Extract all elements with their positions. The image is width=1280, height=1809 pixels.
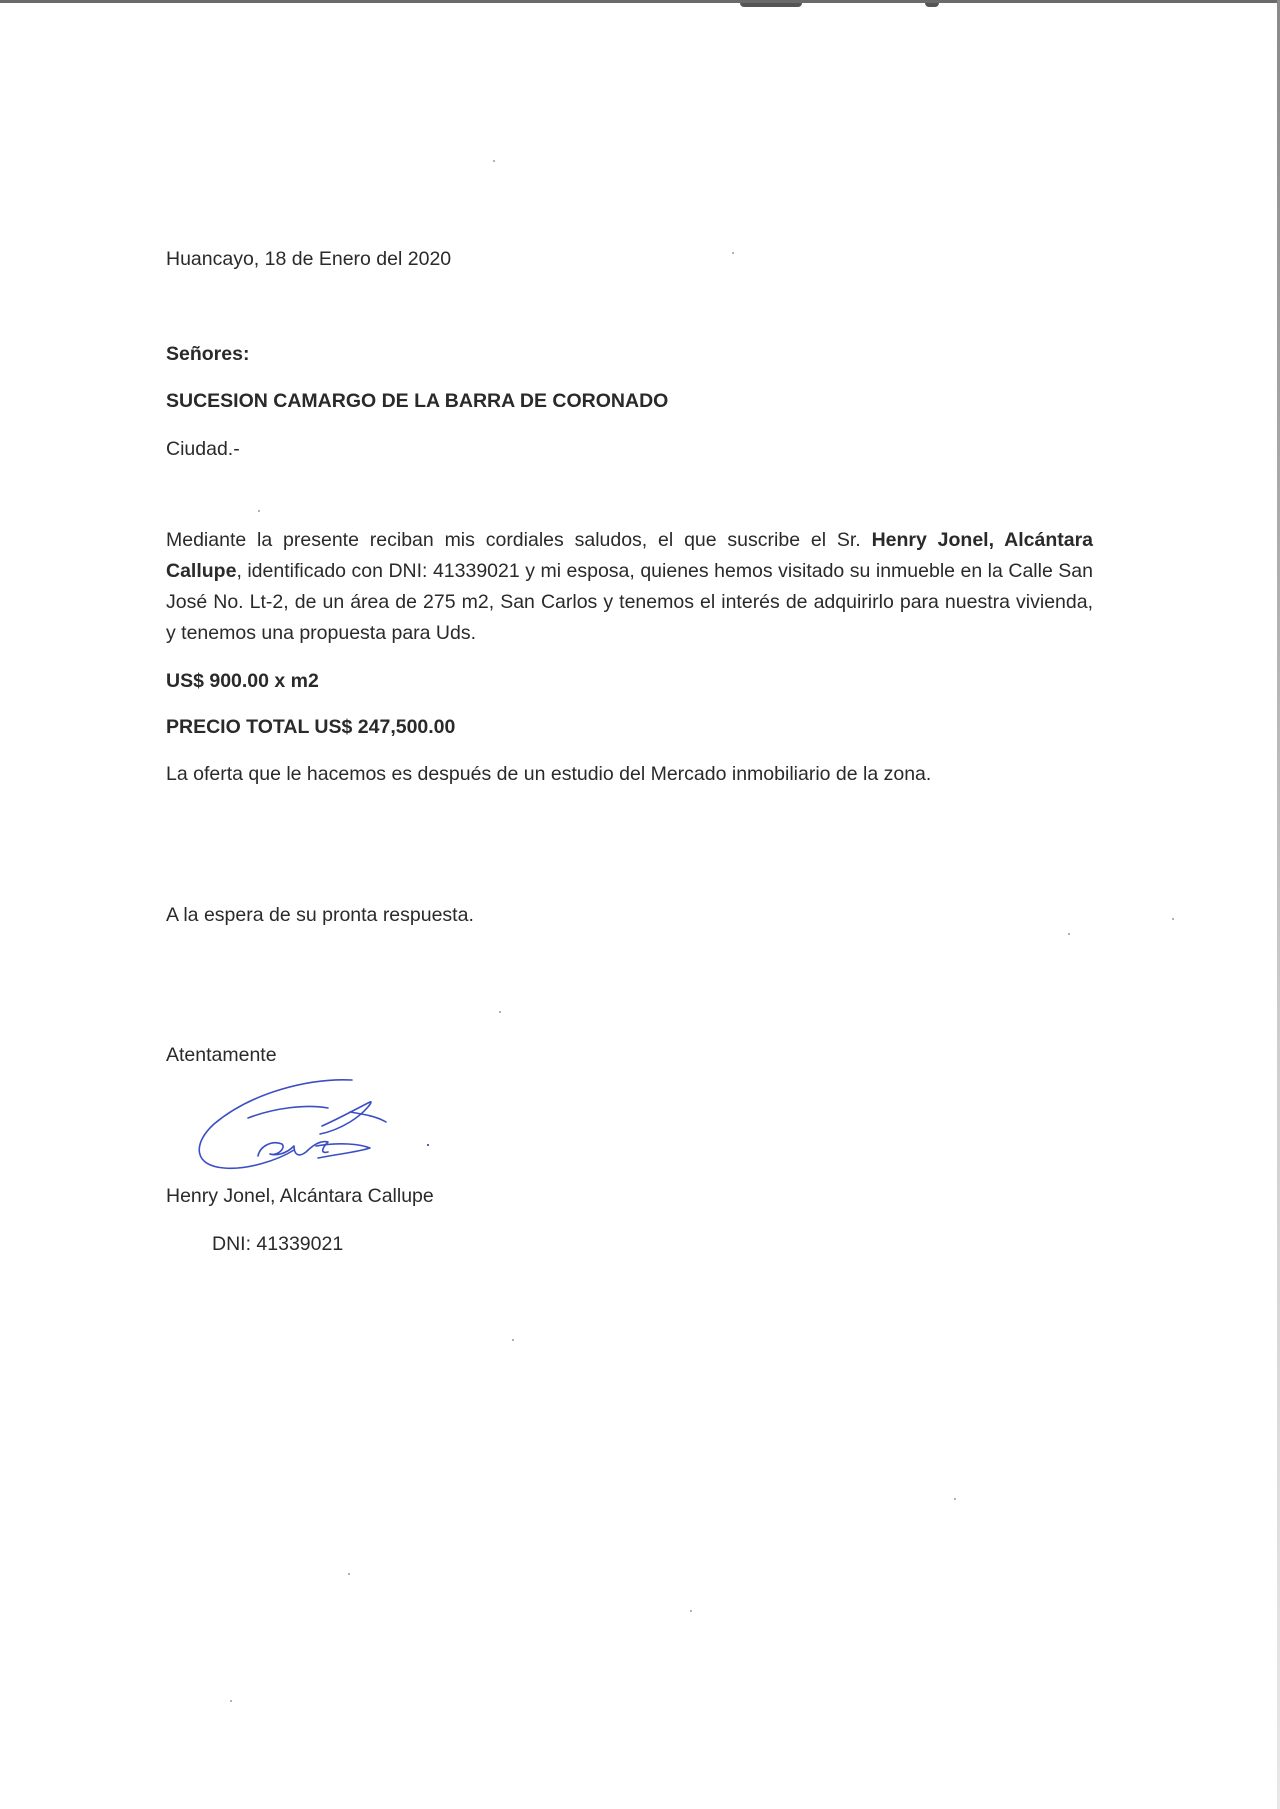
signatory-name: Henry Jonel, Alcántara Callupe	[166, 1185, 434, 1207]
scan-speck	[499, 1011, 501, 1013]
sender-name: Henry Jonel, Alcántara Callupe	[166, 529, 1093, 582]
body-part-1: Mediante la presente reciban mis cordiales saludos, el que suscribe el Sr.	[166, 529, 872, 551]
scan-top-edge	[0, 0, 1280, 3]
scan-speck	[954, 1498, 956, 1500]
total-price: PRECIO TOTAL US$ 247,500.00	[166, 716, 456, 738]
scan-speck	[258, 510, 260, 512]
scan-speck	[690, 1610, 692, 1612]
price-per-m2: US$ 900.00 x m2	[166, 670, 319, 692]
signatory-dni: DNI: 41339021	[212, 1233, 344, 1255]
body-paragraph	[166, 525, 1093, 649]
recipient: SUCESION CAMARGO DE LA BARRA DE CORONADO	[166, 390, 669, 412]
city: Ciudad.-	[166, 438, 240, 460]
scan-speck	[732, 252, 734, 254]
scan-speck	[348, 1573, 350, 1575]
handwritten-signature	[190, 1068, 450, 1178]
scan-speck	[230, 1700, 232, 1702]
closing-wait: A la espera de su pronta respuesta.	[166, 904, 474, 926]
salutation: Señores:	[166, 343, 250, 365]
body-part-2: , identificado con DNI: 41339021 y mi esposa, quienes hemos visitado su inmueble en la Calle San José No. Lt-2, de un área de 275 m2, San Carlos y tenemos el interés de adquirirlo para nuestra vivienda, y tenemos una propuesta para Uds.	[166, 560, 1093, 644]
offer-note: La oferta que le hacemos es después de un estudio del Mercado inmobiliario de la zona.	[166, 763, 932, 785]
scan-speck	[1172, 918, 1174, 920]
scan-speck	[512, 1339, 514, 1341]
scan-mark	[925, 3, 939, 7]
scan-speck	[493, 160, 495, 162]
scan-mark	[740, 3, 802, 7]
closing: Atentamente	[166, 1044, 277, 1066]
place-date: Huancayo, 18 de Enero del 2020	[166, 248, 452, 270]
scan-speck	[1068, 933, 1070, 935]
